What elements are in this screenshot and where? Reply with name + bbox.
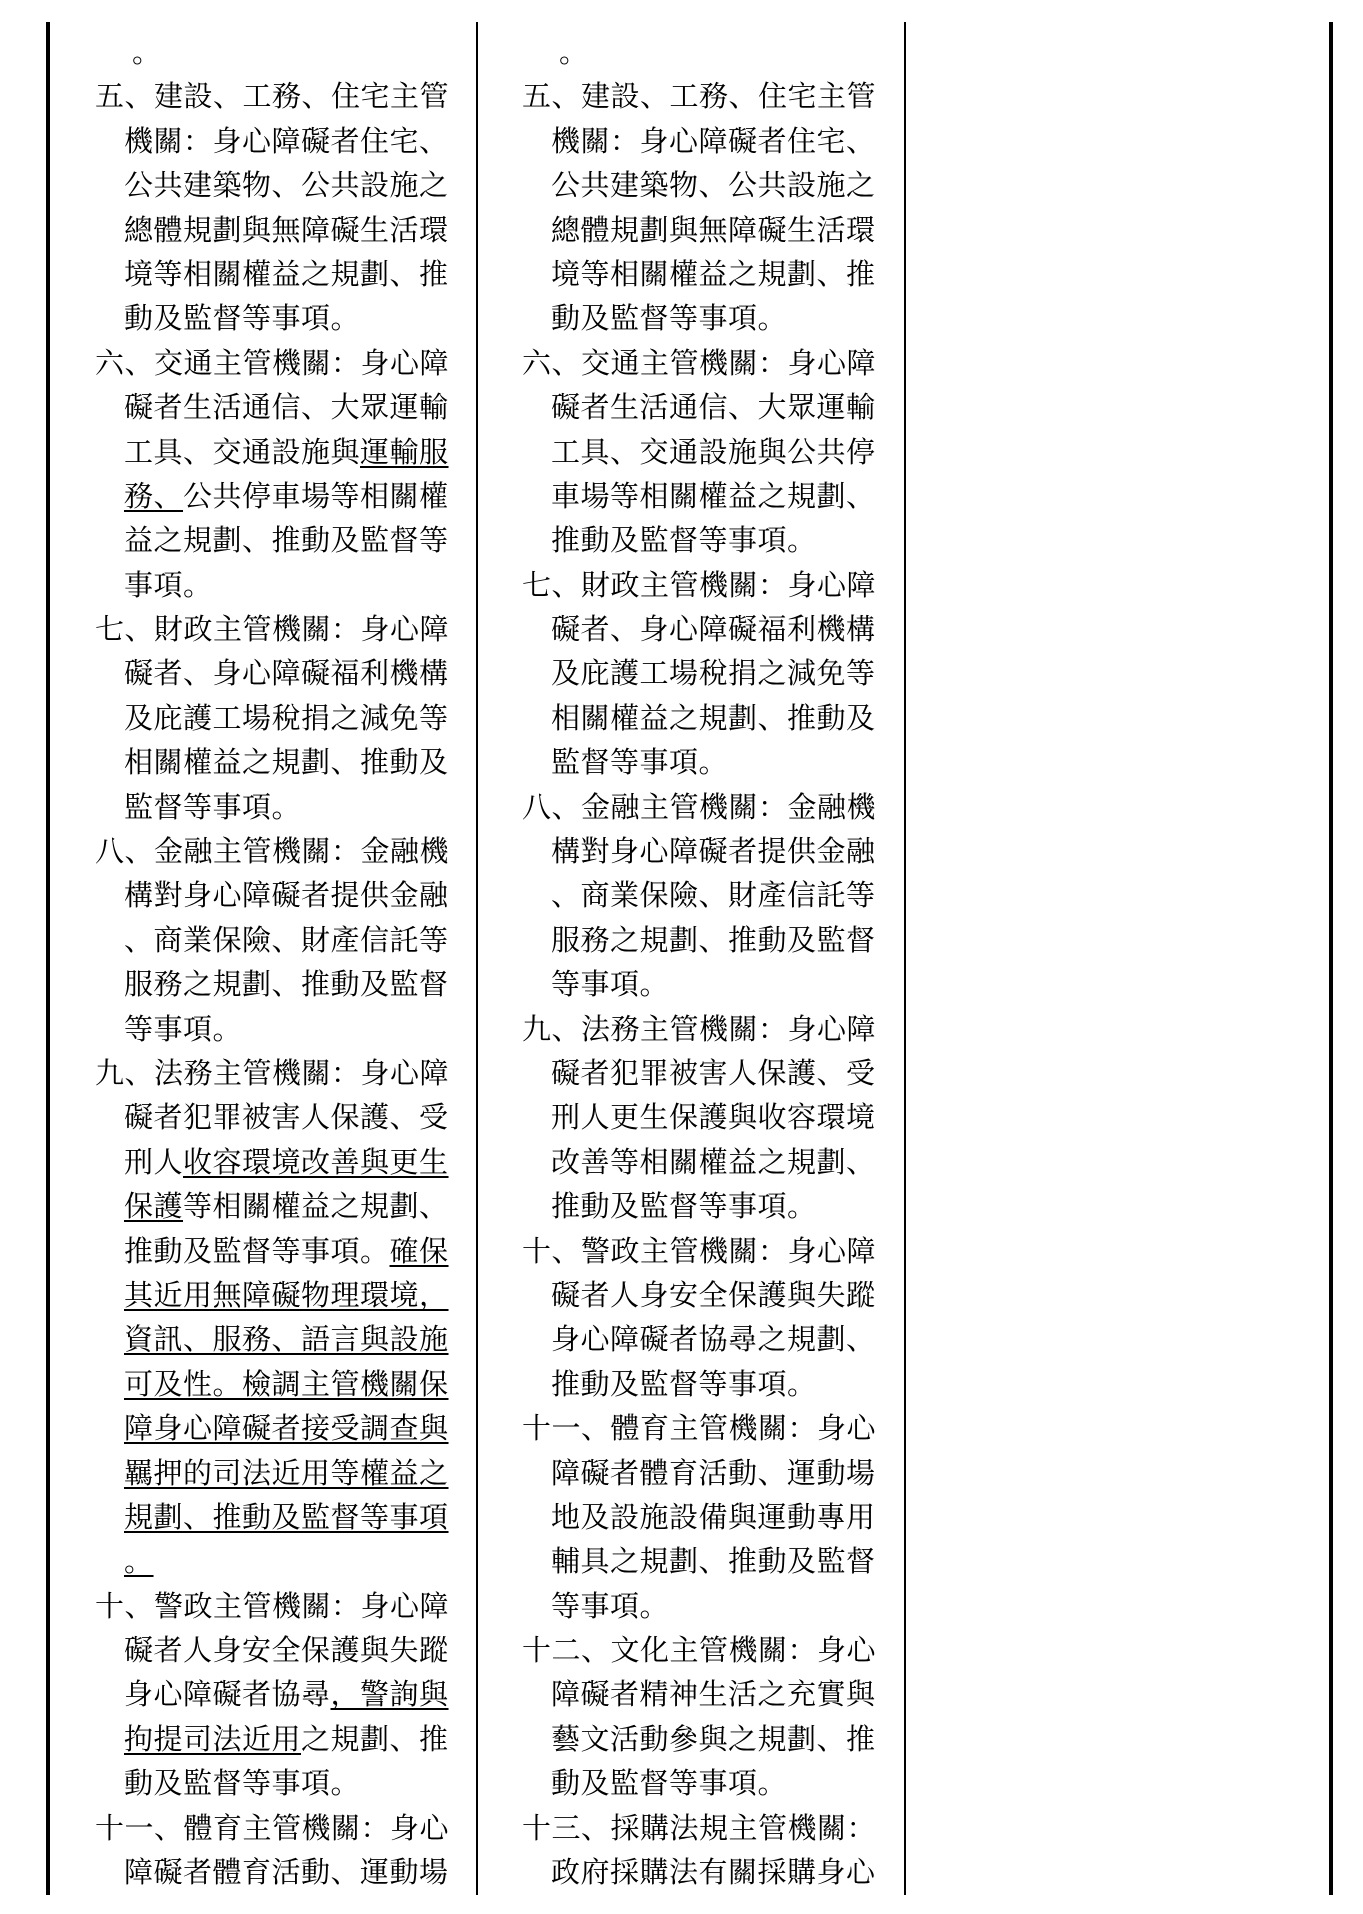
- text-line: 藝文活動參與之規劃、推: [551, 1721, 876, 1756]
- text-line: 車場等相關權益之規劃、: [551, 478, 876, 513]
- text-line: 十、警政主管機關：身心障: [522, 1233, 877, 1268]
- underlined-amendment: ，警詢與: [330, 1677, 449, 1712]
- text-line: [95, 1717, 467, 1761]
- text-line: 政府採購法有關採購身心: [551, 1855, 876, 1890]
- text-line: [95, 1672, 467, 1716]
- text-line: 總體規劃與無障礙生活環: [551, 212, 876, 247]
- text-line: [95, 1495, 467, 1539]
- text-line: 障礙者體育活動、運動場: [124, 1855, 449, 1890]
- text-line: 十、警政主管機關：身心障: [95, 1588, 450, 1623]
- text-line: 九、法務主管機關：身心障: [95, 1055, 450, 1090]
- underlined-amendment: 。: [124, 1544, 154, 1579]
- item-5: [95, 74, 467, 340]
- text-line: 輔具之規劃、推動及監督: [551, 1544, 876, 1579]
- text-line: 五、建設、工務、住宅主管: [522, 79, 877, 114]
- underlined-amendment: 運輸服: [360, 434, 449, 469]
- text-segment: 工具、交通設施與: [124, 434, 361, 469]
- text-line: 推動及監督等事項。: [551, 1366, 817, 1401]
- text-line: [95, 1184, 467, 1228]
- text-line: 十三、採購法規主管機關：: [522, 1810, 877, 1845]
- item-11: [95, 1806, 467, 1895]
- text-line: 九、法務主管機關：身心障: [522, 1011, 877, 1046]
- underlined-amendment: 資訊、服務、語言與設施: [124, 1322, 449, 1357]
- text-line: 構對身心障礙者提供金融: [551, 834, 876, 869]
- item-7: [95, 607, 467, 829]
- text-line: 等事項。: [551, 967, 670, 1002]
- text-line: 改善等相關權益之規劃、: [551, 1144, 876, 1179]
- text-line: 礙者、身心障礙福利機構: [124, 656, 449, 691]
- text-segment: 刑人: [124, 1144, 184, 1179]
- text-segment: 身心障礙者協尋: [124, 1677, 331, 1712]
- amended-text-column: [95, 30, 467, 1894]
- text-line: 及庇護工場稅捐之減免等: [124, 700, 449, 735]
- underlined-amendment: 障身心障礙者接受調查與: [124, 1411, 449, 1446]
- text-segment: 等相關權益之規劃、: [183, 1189, 449, 1224]
- text-line: 。: [132, 35, 162, 69]
- underlined-amendment: 其近用無障礙物理環境，: [124, 1277, 449, 1312]
- text-line: [95, 1539, 467, 1583]
- underlined-amendment: 保護: [124, 1189, 184, 1224]
- text-line: 監督等事項。: [551, 745, 729, 780]
- text-line: 工具、交通設施與公共停: [551, 434, 876, 469]
- item-5: [522, 74, 894, 340]
- column-divider-1: [476, 22, 478, 1895]
- underlined-amendment: 收容環境改善與更生: [183, 1144, 449, 1179]
- item-6: [522, 341, 894, 563]
- text-line: 十一、體育主管機關：身心: [95, 1810, 450, 1845]
- text-segment: 之規劃、推: [301, 1721, 449, 1756]
- text-line: 服務之規劃、推動及監督: [124, 967, 449, 1002]
- text-line: 七、財政主管機關：身心障: [522, 567, 877, 602]
- text-line: 總體規劃與無障礙生活環: [124, 212, 449, 247]
- text-line: 障礙者精神生活之充實與: [551, 1677, 876, 1712]
- text-line: 服務之規劃、推動及監督: [551, 922, 876, 957]
- text-line: 相關權益之規劃、推動及: [124, 745, 449, 780]
- text-line: [95, 1362, 467, 1406]
- text-line: 七、財政主管機關：身心障: [95, 612, 450, 647]
- text-line: 、商業保險、財產信託等: [124, 922, 449, 957]
- item-8: [522, 785, 894, 1007]
- text-line: 礙者生活通信、大眾運輸: [124, 390, 449, 425]
- text-line: 。: [559, 35, 589, 69]
- item-9: [522, 1007, 894, 1229]
- item-10: [522, 1229, 894, 1407]
- text-line: [95, 1273, 467, 1317]
- item-9: [95, 1051, 467, 1584]
- item-7: [522, 563, 894, 785]
- text-line: 八、金融主管機關：金融機: [95, 834, 450, 869]
- item-12: [522, 1628, 894, 1806]
- text-line: 事項。: [124, 567, 213, 602]
- text-line: 益之規劃、推動及監督等: [124, 523, 449, 558]
- item-13: [522, 1806, 894, 1895]
- text-line: [95, 1317, 467, 1361]
- text-line: 礙者生活通信、大眾運輸: [551, 390, 876, 425]
- item-8: [95, 829, 467, 1051]
- table-border-left: [46, 22, 50, 1895]
- text-line: 礙者人身安全保護與失蹤: [551, 1277, 876, 1312]
- text-line: 五、建設、工務、住宅主管: [95, 79, 450, 114]
- text-line: 礙者犯罪被害人保護、受: [124, 1100, 449, 1135]
- item-11: [522, 1406, 894, 1628]
- text-line: [95, 474, 467, 518]
- underlined-amendment: 拘提司法近用: [124, 1721, 302, 1756]
- underlined-amendment: 羈押的司法近用等權益之: [124, 1455, 449, 1490]
- text-line: 構對身心障礙者提供金融: [124, 878, 449, 913]
- text-line: 身心障礙者協尋之規劃、: [551, 1322, 876, 1357]
- underlined-amendment: 務、: [124, 478, 184, 513]
- text-line: 公共建築物、公共設施之: [124, 168, 449, 203]
- table-border-right: [1329, 22, 1333, 1895]
- text-line: 動及監督等事項。: [124, 1766, 361, 1801]
- text-line: 六、交通主管機關：身心障: [95, 345, 450, 380]
- text-line: 及庇護工場稅捐之減免等: [551, 656, 876, 691]
- text-line: 等事項。: [551, 1588, 670, 1623]
- text-line: [95, 1406, 467, 1450]
- text-line: 動及監督等事項。: [124, 301, 361, 336]
- text-segment: 推動及監督等事項。: [124, 1233, 390, 1268]
- text-line: 六、交通主管機關：身心障: [522, 345, 877, 380]
- text-line: 監督等事項。: [124, 789, 302, 824]
- text-line: 地及設施設備與運動專用: [551, 1499, 876, 1534]
- text-line: 、商業保險、財產信託等: [551, 878, 876, 913]
- text-line: [95, 430, 467, 474]
- column-divider-2: [904, 22, 906, 1895]
- underlined-amendment: 確保: [389, 1233, 449, 1268]
- text-line: 境等相關權益之規劃、推: [124, 256, 449, 291]
- text-line: [95, 1451, 467, 1495]
- text-line: 十二、文化主管機關：身心: [522, 1633, 877, 1668]
- text-line: [95, 1140, 467, 1184]
- text-line: 公共建築物、公共設施之: [551, 168, 876, 203]
- text-line: 礙者犯罪被害人保護、受: [551, 1055, 876, 1090]
- text-line: 機關：身心障礙者住宅、: [124, 123, 449, 158]
- text-line: 境等相關權益之規劃、推: [551, 256, 876, 291]
- text-line: 動及監督等事項。: [551, 1766, 788, 1801]
- text-line: 等事項。: [124, 1011, 243, 1046]
- text-line: 八、金融主管機關：金融機: [522, 789, 877, 824]
- underlined-amendment: 可及性。檢調主管機關保: [124, 1366, 449, 1401]
- text-line: 障礙者體育活動、運動場: [551, 1455, 876, 1490]
- text-line: 相關權益之規劃、推動及: [551, 700, 876, 735]
- text-line: [95, 1229, 467, 1273]
- text-line: 機關：身心障礙者住宅、: [551, 123, 876, 158]
- item-6: [95, 341, 467, 607]
- text-line: 礙者人身安全保護與失蹤: [124, 1633, 449, 1668]
- text-line: 礙者、身心障礙福利機構: [551, 612, 876, 647]
- text-line: 十一、體育主管機關：身心: [522, 1411, 877, 1446]
- text-line: 動及監督等事項。: [551, 301, 788, 336]
- text-line: 推動及監督等事項。: [551, 523, 817, 558]
- text-segment: 公共停車場等相關權: [183, 478, 449, 513]
- text-line: 刑人更生保護與收容環境: [551, 1100, 876, 1135]
- item-10: [95, 1584, 467, 1806]
- underlined-amendment: 規劃、推動及監督等事項: [124, 1499, 449, 1534]
- current-text-column: [522, 30, 894, 1894]
- text-line: 推動及監督等事項。: [551, 1189, 817, 1224]
